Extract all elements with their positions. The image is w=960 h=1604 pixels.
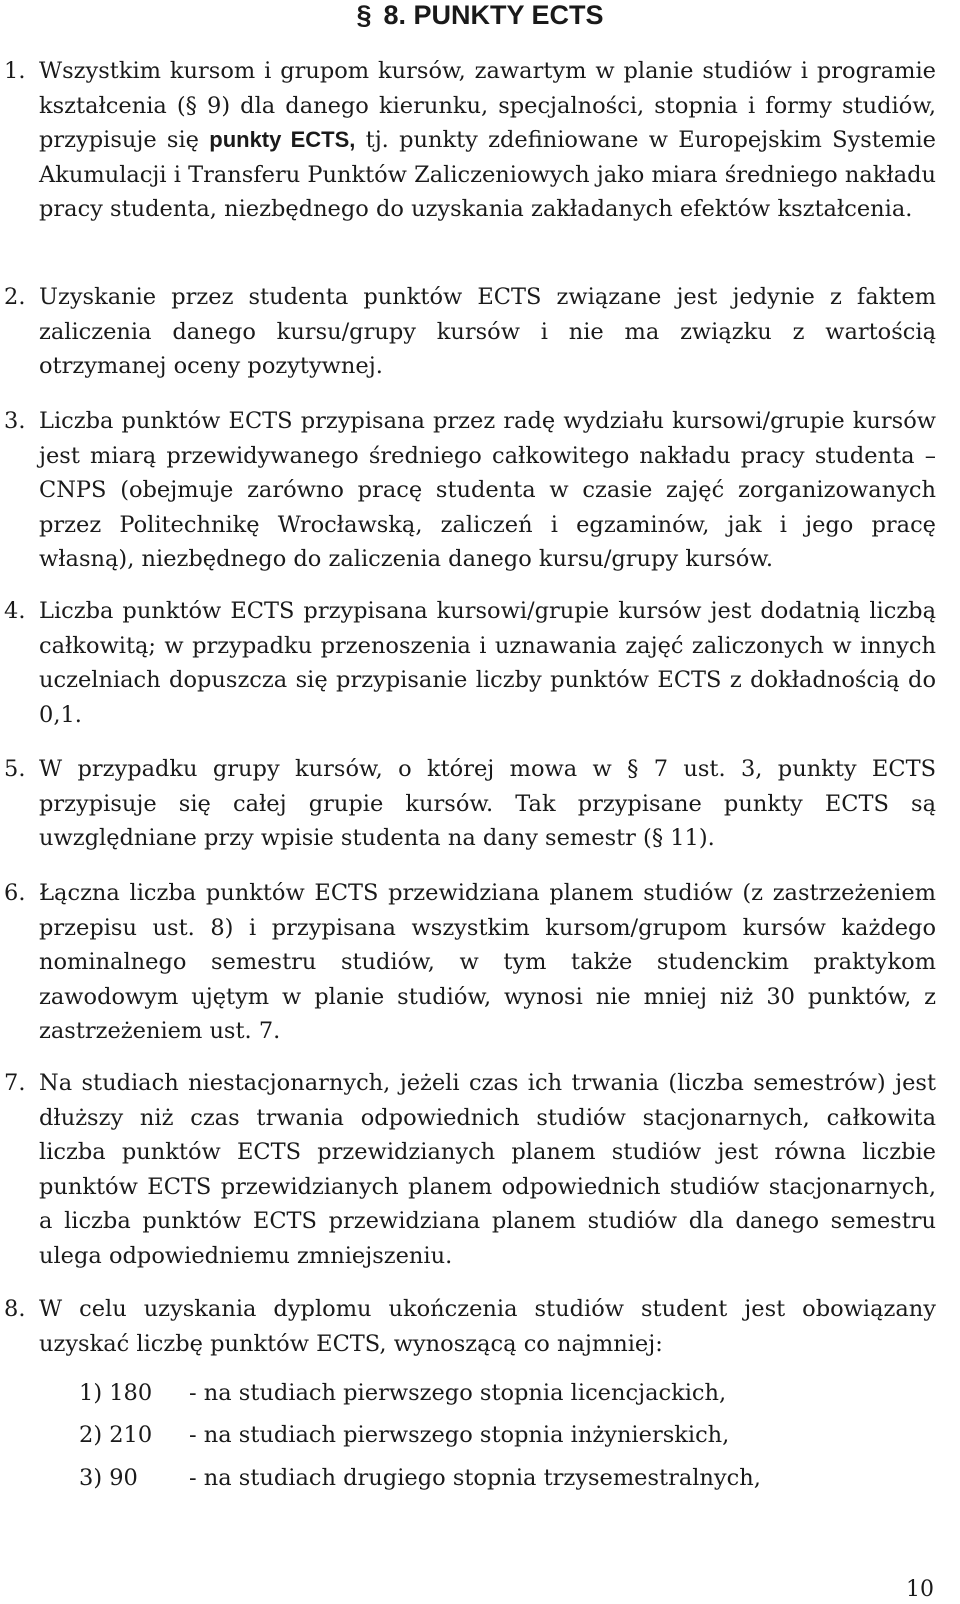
paragraph-text: Liczba punktów ECTS przypisana kursowi/grupie kursów jest dodatnią liczbą całkowitą; w przypadku przenoszenia i uznawania zajęć zaliczonych w innych uczelniach dopuszcza się przypisanie liczby punktów ECTS z dokładnością do 0,1. xyxy=(39,598,936,728)
paragraph-text: Wszystkim kursom i grupom kursów, zawartym w planie studiów i programie kształcenia (§ 9) dla danego kierunku, specjalności, stopnia i formy studiów, przypisuje się xyxy=(39,58,936,153)
subitem-text: - na studiach drugiego stopnia trzysemestralnych, xyxy=(189,1465,761,1491)
paragraph-number: 1. xyxy=(4,58,26,84)
subitem-3 xyxy=(79,1461,761,1495)
subitem-label: 1) 180 xyxy=(79,1380,153,1406)
paragraph-text: Liczba punktów ECTS przypisana przez radę wydziału kursowi/grupie kursów jest miarą przewidywanego średniego całkowitego nakładu pracy studenta – CNPS (obejmuje zarówno pracę studenta w czasie zajęć zorganizowanych przez Politechnikę Wrocławską, zaliczeń i egzaminów, jak i jego pracę własną), niezbędnego do zaliczenia danego kursu/grupy kursów. xyxy=(39,408,936,572)
paragraph-number: 7. xyxy=(4,1070,26,1096)
paragraph-number: 3. xyxy=(4,408,26,434)
paragraph-number: 6. xyxy=(4,880,26,906)
page-number: 10 xyxy=(906,1577,934,1602)
subitem-text: - na studiach pierwszego stopnia inżynierskich, xyxy=(189,1422,730,1448)
paragraph-text: Na studiach niestacjonarnych, jeżeli czas ich trwania (liczba semestrów) jest dłuższy niż czas trwania odpowiednich studiów stacjonarnych, całkowita liczba punktów ECTS przewidzianych planem studiów jest równa liczbie punktów ECTS przewidzianych planem odpowiednich studiów stacjonarnych, a liczba punktów ECTS przewidziana planem studiów dla danego semestru ulega odpowiedniemu zmniejszeniu. xyxy=(39,1070,936,1269)
paragraph-text: tj. punkty zdefiniowane w Europejskim Systemie Akumulacji i Transferu Punktów Zaliczeniowych jako miara średniego nakładu pracy studenta, niezbędnego do uzyskania zakładanych efektów kształcenia. xyxy=(39,127,937,222)
bold-term: punkty ECTS, xyxy=(209,127,356,152)
section-title: 8. PUNKTY ECTS xyxy=(383,0,604,30)
subitem-text: - na studiach pierwszego stopnia licencjackich, xyxy=(189,1380,727,1406)
paragraph-text: W celu uzyskania dyplomu ukończenia studiów student jest obowiązany uzyskać liczbę punktów ECTS, wynoszącą co najmniej: xyxy=(39,1296,936,1357)
subitem-label: 3) 90 xyxy=(79,1465,138,1491)
paragraph-number: 8. xyxy=(4,1296,26,1322)
paragraph-number: 5. xyxy=(4,756,26,782)
subitem-1 xyxy=(79,1376,726,1410)
subitem-label: 2) 210 xyxy=(79,1422,153,1448)
paragraph-number: 4. xyxy=(4,598,26,624)
paragraph-text: Łączna liczba punktów ECTS przewidziana planem studiów (z zastrzeżeniem przepisu ust. 8) i przypisana wszystkim kursom/grupom kursów każdego nominalnego semestru studiów, w tym także studenckim praktykom zawodowym ujętym w planie studiów, wynosi nie mniej niż 30 punktów, z zastrzeżeniem ust. 7. xyxy=(39,880,936,1044)
section-sign: § xyxy=(356,0,372,30)
paragraph-text: Uzyskanie przez studenta punktów ECTS związane jest jedynie z faktem zaliczenia danego kursu/grupy kursów i nie ma związku z wartością otrzymanej oceny pozytywnej. xyxy=(39,284,936,379)
paragraph-text: W przypadku grupy kursów, o której mowa w § 7 ust. 3, punkty ECTS przypisuje się całej grupie kursów. Tak przypisane punkty ECTS są uwzględniane przy wpisie studenta na dany semestr (§ 11). xyxy=(39,756,936,851)
section-heading xyxy=(0,0,960,32)
subitem-2 xyxy=(79,1418,729,1452)
paragraph-number: 2. xyxy=(4,284,26,310)
